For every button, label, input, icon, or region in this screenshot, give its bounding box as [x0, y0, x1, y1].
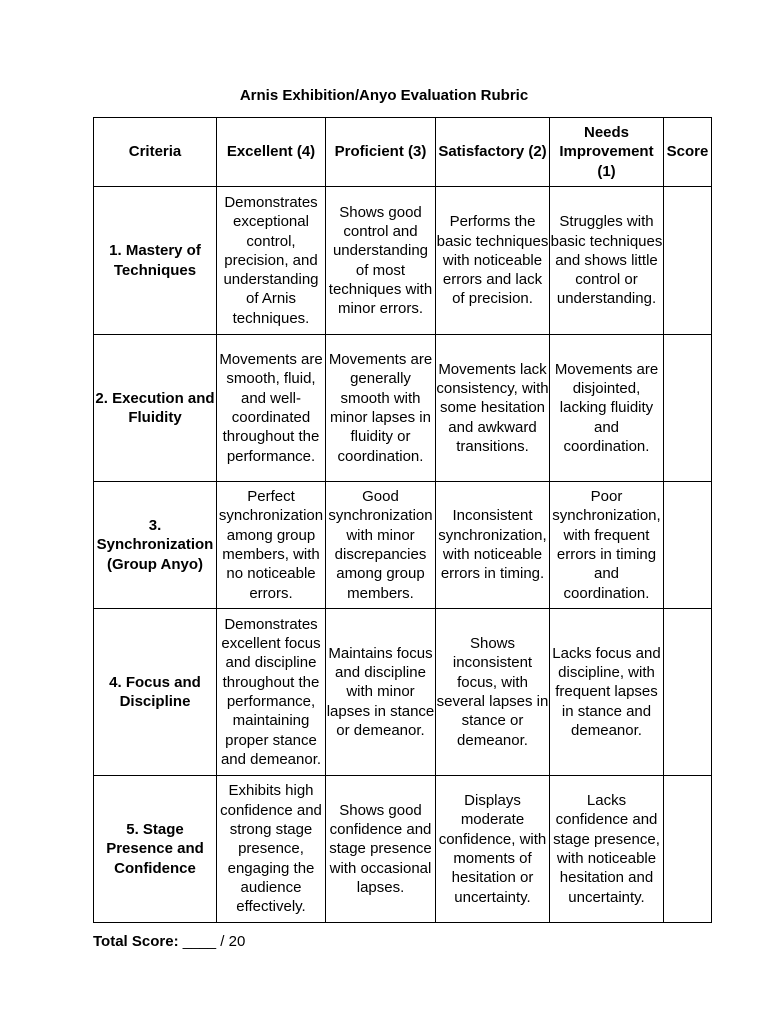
header-criteria: Criteria — [94, 118, 217, 187]
proficient-cell: Maintains focus and discipline with minor lapses in stance or demeanor. — [326, 609, 436, 776]
header-proficient: Proficient (3) — [326, 118, 436, 187]
table-row — [94, 776, 712, 923]
table-row — [94, 482, 712, 609]
score-cell — [664, 609, 712, 776]
header-excellent: Excellent (4) — [217, 118, 326, 187]
score-cell — [664, 187, 712, 335]
excellent-cell: Demonstrates exceptional control, precision, and understanding of Arnis techniques. — [217, 187, 326, 335]
table-row — [94, 335, 712, 482]
total-score-value: ____ / 20 — [182, 933, 246, 950]
total-score-label: Total Score: — [93, 933, 179, 950]
proficient-cell: Good synchronization with minor discrepancies among group members. — [326, 482, 436, 609]
satisfactory-cell: Performs the basic techniques with noticeable errors and lack of precision. — [436, 187, 550, 335]
proficient-cell: Movements are generally smooth with minor lapses in fluidity or coordination. — [326, 335, 436, 482]
needs-improvement-cell: Lacks focus and discipline, with frequent lapses in stance and demeanor. — [550, 609, 664, 776]
excellent-cell: Exhibits high confidence and strong stage presence, engaging the audience effectively. — [217, 776, 326, 923]
needs-improvement-cell: Struggles with basic techniques and shows little control or understanding. — [550, 187, 664, 335]
satisfactory-cell: Shows inconsistent focus, with several lapses in stance or demeanor. — [436, 609, 550, 776]
needs-improvement-cell: Poor synchronization, with frequent errors in timing and coordination. — [550, 482, 664, 609]
satisfactory-cell: Movements lack consistency, with some hesitation and awkward transitions. — [436, 335, 550, 482]
criteria-cell: 4. Focus and Discipline — [94, 609, 217, 776]
proficient-cell: Shows good confidence and stage presence with occasional lapses. — [326, 776, 436, 923]
needs-improvement-cell: Lacks confidence and stage presence, with noticeable hesitation and uncertainty. — [550, 776, 664, 923]
excellent-cell: Movements are smooth, fluid, and well-coordinated throughout the performance. — [217, 335, 326, 482]
criteria-cell: 2. Execution and Fluidity — [94, 335, 217, 482]
score-cell — [664, 335, 712, 482]
score-cell — [664, 776, 712, 923]
total-score — [93, 933, 245, 950]
score-cell — [664, 482, 712, 609]
table-row — [94, 609, 712, 776]
rubric-table — [93, 117, 712, 923]
excellent-cell: Demonstrates excellent focus and discipline throughout the performance, maintaining proper stance and demeanor. — [217, 609, 326, 776]
header-row — [94, 118, 712, 187]
header-score: Score — [664, 118, 712, 187]
needs-improvement-cell: Movements are disjointed, lacking fluidity and coordination. — [550, 335, 664, 482]
rubric-title: Arnis Exhibition/Anyo Evaluation Rubric — [239, 87, 529, 104]
excellent-cell: Perfect synchronization among group members, with no noticeable errors. — [217, 482, 326, 609]
criteria-cell: 1. Mastery of Techniques — [94, 187, 217, 335]
table-row — [94, 187, 712, 335]
satisfactory-cell: Displays moderate confidence, with moments of hesitation or uncertainty. — [436, 776, 550, 923]
satisfactory-cell: Inconsistent synchronization, with noticeable errors in timing. — [436, 482, 550, 609]
criteria-cell: 3. Synchronization (Group Anyo) — [94, 482, 217, 609]
header-satisfactory: Satisfactory (2) — [436, 118, 550, 187]
proficient-cell: Shows good control and understanding of most techniques with minor errors. — [326, 187, 436, 335]
header-needs-improvement: Needs Improvement (1) — [550, 118, 664, 187]
criteria-cell: 5. Stage Presence and Confidence — [94, 776, 217, 923]
